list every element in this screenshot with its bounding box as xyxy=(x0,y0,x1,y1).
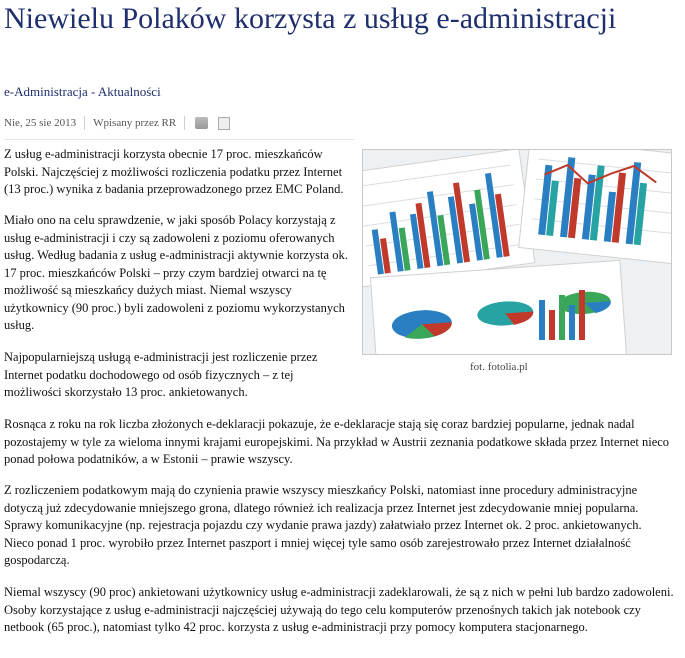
article-meta xyxy=(4,115,230,131)
chart-sheet-left xyxy=(363,150,535,287)
chart-sheet-right xyxy=(519,150,671,265)
article-author: Wpisany przez RR xyxy=(93,117,177,129)
article-photo xyxy=(362,149,672,355)
article-paragraph: Niemal wszyscy (90 proc) ankietowani użytkownicy usług e-administracji zadeklarowali, że są z nich w pełni lub bardzo zadowoleni. Osoby korzystające z usług e-administracji najczęściej używają do tego celu komputerów przenośnych takich jak notebook czy netbook (65 proc.), natomiast tylko 42 proc. korzysta z usług e-administracji przy pomocy komputera stacjonarnego. xyxy=(4,585,674,634)
article-paragraph: Najpopularniejszą usługą e-administracji jest rozliczenie przez Internet podatku dochodowego od osób fizycznych – z tej możliwości skorzystało 13 proc. ankietowanych. xyxy=(4,350,318,399)
article-date: Nie, 25 sie 2013 xyxy=(4,117,77,129)
article-title[interactable]: Niewielu Polaków korzysta z usług e-administracji xyxy=(4,2,617,35)
article-paragraph: Z rozliczeniem podatkowym mają do czynienia prawie wszyscy mieszkańcy Polski, natomiast inne procedury administracyjne dotyczą już zdecydowanie mniejszego grona, dlatego również ich realizacja przez Internet jest zdecydowanie mniej popularna. Sprawy komunikacyjne (np. rejestracja pojazdu czy wydanie prawa jazdy) załatwiało przez Internet ok. 2 proc. ankietowanych. Nieco ponad 1 proc. wyrobiło przez Internet paszport i mniej więcej tyle samo osób zarejestrowało przez Internet działalność gospodarczą. xyxy=(4,483,642,567)
section-breadcrumb-link[interactable]: e-Administracja - Aktualności xyxy=(4,84,161,99)
charts-photo-illustration xyxy=(363,150,671,354)
meta-divider xyxy=(184,116,185,130)
printer-icon[interactable] xyxy=(195,117,208,129)
article-paragraph: Miało ono na celu sprawdzenie, w jaki sposób Polacy korzystają z usług e-administracji i czy są zadowoleni z poziomu oferowanych usług. Według badania z usług e-administracji aktywnie korzysta ok. 17 proc. mieszkańców Polski – przy czym bardziej otwarci na tę możliwość są mieszkańcy dużych miast. Niemal wszyscy użytkownicy (90 proc.) byli zadowoleni z poziomu wykorzystanych usług. xyxy=(4,213,348,332)
meta-divider xyxy=(84,116,85,130)
meta-divider-line xyxy=(4,139,354,140)
document-icon[interactable] xyxy=(218,117,230,130)
article-paragraph: Rosnąca z roku na rok liczba złożonych e-deklaracji pokazuje, że e-deklaracje stają się coraz bardziej popularne, jednak nadal pozostajemy w tyle za wieloma innymi krajami europejskimi. Na przykład w Austrii zeznania podatkowe składa przez Internet nieco ponad połowa podatników, a w Estonii – prawie wszyscy. xyxy=(4,417,670,466)
article-paragraph: Z usług e-administracji korzysta obecnie 17 proc. mieszkańców Polski. Najczęściej z możliwości rozliczenia podatku przez Internet (13 proc.) wynika z badania przeprowadzonego przez EMC Poland. xyxy=(4,147,344,196)
photo-caption: fot. fotolia.pl xyxy=(470,361,528,373)
